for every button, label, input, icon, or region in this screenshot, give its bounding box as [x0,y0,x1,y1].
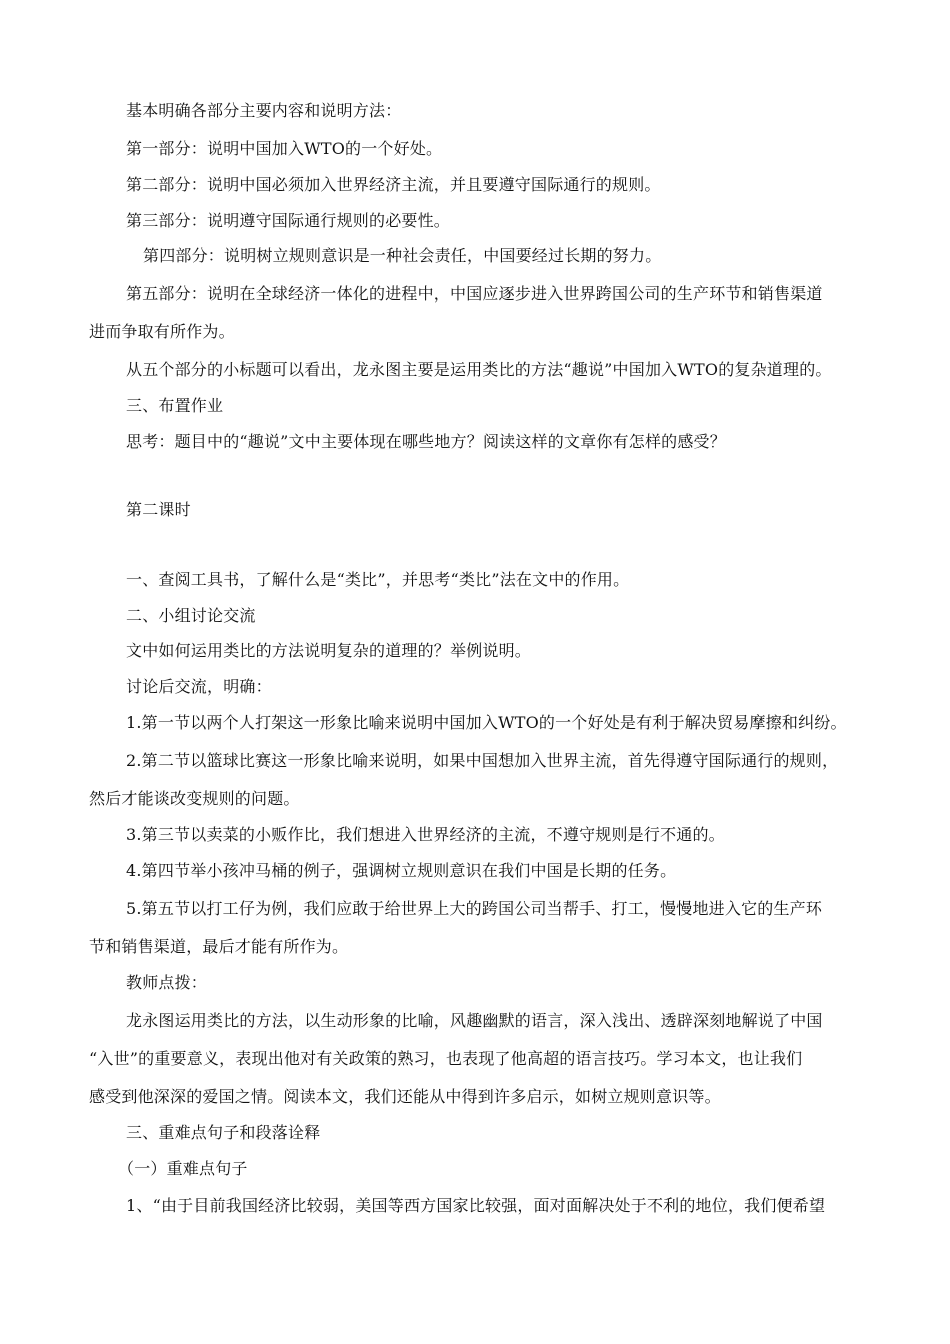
teacher-guidance-line-2: “入世”的重要意义，表现出他对有关政策的熟习，也表现了他高超的语言技巧。学习本文，也让我们 [89,1049,803,1068]
point-five-continued: 节和销售渠道，最后才能有所作为。 [89,937,349,956]
part-five-line: 第五部分：说明在全球经济一体化的进程中，中国应逐步进入世界跨国公司的生产环节和销售渠道 [126,284,823,303]
homework-question: 思考：题目中的“趣说”文中主要体现在哪些地方？阅读这样的文章你有怎样的感受？ [126,432,726,451]
subsection-one-heading: （一）重难点句子 [118,1159,248,1178]
intro-line: 基本明确各部分主要内容和说明方法： [126,101,402,120]
point-one: 1.第一节以两个人打架这一形象比喻来说明中国加入WTO的一个好处是有利于解决贸易摩擦和纠纷。 [126,713,847,732]
summary-line: 从五个部分的小标题可以看出，龙永图主要是运用类比的方法“趣说”中国加入WTO的复杂道理的。 [126,360,832,379]
part-two-line: 第二部分：说明中国必须加入世界经济主流，并且要遵守国际通行的规则。 [126,175,661,194]
discussion-question: 文中如何运用类比的方法说明复杂的道理的？举例说明。 [126,641,532,660]
point-four: 4.第四节举小孩冲马桶的例子，强调树立规则意识在我们中国是长期的任务。 [126,861,677,880]
point-two-continued: 然后才能谈改变规则的问题。 [89,789,300,808]
teacher-guidance-line-3: 感受到他深深的爱国之情。阅读本文，我们还能从中得到许多启示，如树立规则意识等。 [89,1087,721,1106]
part-three-line: 第三部分：说明遵守国际通行规则的必要性。 [126,211,451,230]
part-one-line: 第一部分：说明中国加入WTO的一个好处。 [126,139,443,158]
point-five: 5.第五节以打工仔为例，我们应敢于给世界上大的跨国公司当帮手、打工，慢慢地进入它的生产环 [126,899,823,918]
homework-heading: 三、布置作业 [126,396,224,415]
point-two: 2.第二节以篮球比赛这一形象比喻来说明，如果中国想加入世界主流，首先得遵守国际通行的规则， [126,751,839,770]
part-four-line: 第四部分：说明树立规则意识是一种社会责任，中国要经过长期的努力。 [143,246,662,265]
section-three-heading: 三、重难点句子和段落诠释 [126,1123,321,1142]
teacher-guidance-heading: 教师点拨： [126,973,208,992]
teacher-guidance-line-1: 龙永图运用类比的方法，以生动形象的比喻，风趣幽默的语言，深入浅出、透辟深刻地解说了中国 [126,1011,823,1030]
step-two-heading: 二、小组讨论交流 [126,606,256,625]
difficult-sentence-one: 1、“由于目前我国经济比较弱，美国等西方国家比较强，面对面解决处于不利的地位，我们便希望 [126,1196,826,1215]
point-three: 3.第三节以卖菜的小贩作比，我们想进入世界经济的主流，不遵守规则是行不通的。 [126,825,725,844]
step-one-line: 一、查阅工具书，了解什么是“类比”，并思考“类比”法在文中的作用。 [126,570,630,589]
lesson-two-heading: 第二课时 [126,500,191,519]
discussion-conclusion: 讨论后交流，明确： [126,677,272,696]
part-five-continued-line: 进而争取有所作为。 [89,322,235,341]
